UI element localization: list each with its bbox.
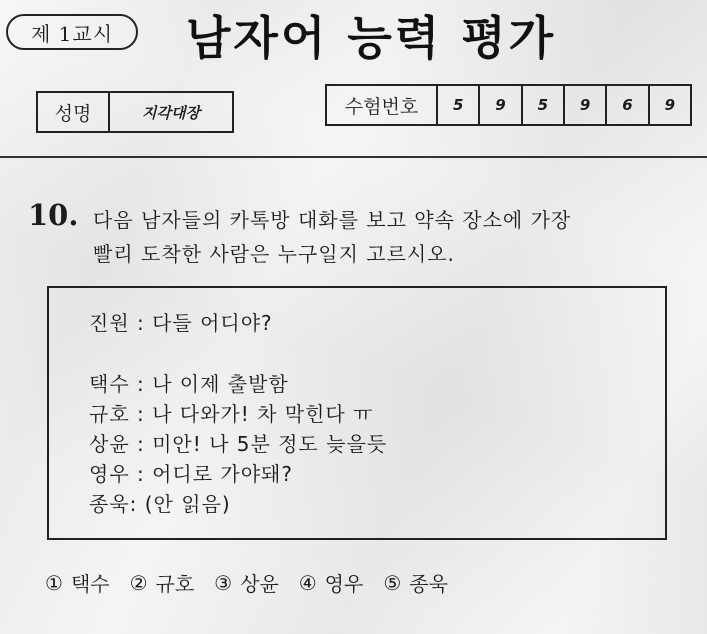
choice-1[interactable] xyxy=(45,568,110,597)
question-text-line2: 빨리 도착한 사람은 누구일지 고르시오. xyxy=(93,242,455,266)
exam-number-label: 수험번호 xyxy=(327,86,438,124)
choice-3[interactable] xyxy=(214,568,279,597)
answer-choices xyxy=(45,568,448,597)
choice-5[interactable] xyxy=(383,568,448,597)
session-label: 제 1교시 xyxy=(30,21,114,46)
name-field xyxy=(36,91,234,133)
exam-digit: 9 xyxy=(480,86,522,124)
exam-digit: 6 xyxy=(607,86,649,124)
choice-mark: ④ xyxy=(298,570,317,595)
chat-line: 상윤 : 미안! 나 5분 정도 늦을듯 xyxy=(89,432,388,456)
exam-digit: 9 xyxy=(565,86,607,124)
question-number: 10. xyxy=(28,198,79,232)
chat-line: 규호 : 나 다와가! 차 막힌다 ㅠ xyxy=(89,402,374,426)
choice-4[interactable] xyxy=(299,568,364,597)
choice-mark: ② xyxy=(129,570,148,595)
question-text-line1: 다음 남자들의 카톡방 대화를 보고 약속 장소에 가장 xyxy=(93,208,572,232)
header-divider xyxy=(0,156,707,158)
choice-2[interactable] xyxy=(130,568,195,597)
chat-line: 택수 : 나 이제 출발함 xyxy=(89,372,289,396)
name-value: 지각대장 xyxy=(142,103,200,122)
session-badge xyxy=(6,14,138,50)
choice-label: 규호 xyxy=(155,572,195,596)
exam-digit: 9 xyxy=(664,96,676,114)
chat-line: 종욱: (안 읽음) xyxy=(89,492,231,516)
chat-line: 영우 : 어디로 가야돼? xyxy=(89,462,293,486)
exam-digit: 5 xyxy=(523,86,565,124)
exam-title: 남자어 능력 평가 xyxy=(186,11,557,65)
choice-label: 종욱 xyxy=(409,572,448,596)
choice-mark: ⑤ xyxy=(383,570,402,595)
choice-mark: ③ xyxy=(214,570,233,595)
choice-mark: ① xyxy=(45,570,63,595)
choice-label: 택수 xyxy=(70,572,110,596)
chat-line: 진원 : 다들 어디야? xyxy=(89,311,273,335)
choice-label: 상윤 xyxy=(240,572,279,596)
choice-label: 영우 xyxy=(324,572,364,596)
exam-digit: 5 xyxy=(438,86,480,124)
exam-number-field xyxy=(325,84,692,126)
name-label: 성명 xyxy=(38,93,110,131)
